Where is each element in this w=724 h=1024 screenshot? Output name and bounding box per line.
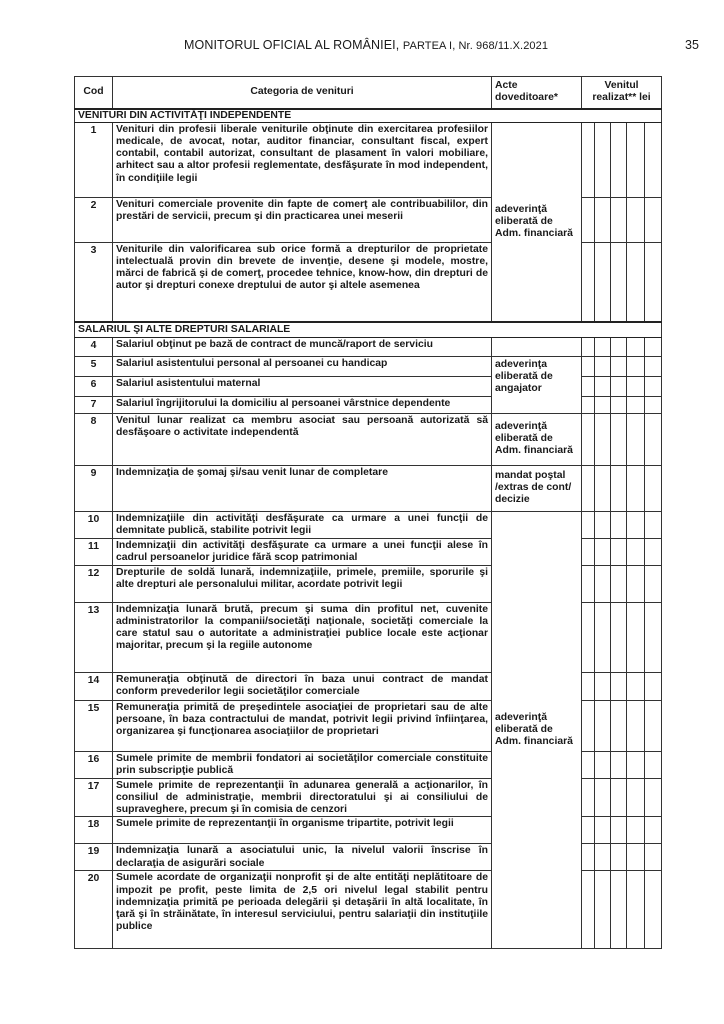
venit-box[interactable]: [595, 356, 611, 376]
col-header-category: Categoria de venituri: [113, 77, 492, 109]
acte-text: adeverinţă eliberată de Adm. financiară: [495, 203, 573, 240]
venit-box[interactable]: [611, 700, 627, 751]
table-header-row: [75, 77, 662, 109]
col-header-cod: Cod: [75, 77, 113, 109]
row-code: 18: [75, 817, 113, 844]
venit-box[interactable]: [645, 871, 662, 949]
venit-box[interactable]: [627, 465, 645, 511]
row-category: Venituri din profesii liberale veniturile obţinute din exercitarea profesiilor medicale, de avocat, notar, auditor financiar, consultant fiscal, expert contabil, contabil autorizat, consultant de plasament în valori mobiliare, arhitect sau a altor profesii reglementate, desfăşurate în mod independent, în condiţiile legii: [113, 122, 492, 197]
venit-box[interactable]: [582, 751, 595, 778]
row-category: Remuneraţia primită de preşedintele asociaţiei de proprietari sau de alte persoane, în baza contractului de mandat, potrivit legii privind înfiinţarea, organizarea şi funcţionarea asociaţiilor de proprietari: [113, 700, 492, 751]
table-row: [75, 337, 662, 356]
venit-box[interactable]: [595, 565, 611, 602]
table-row: [75, 413, 662, 465]
venit-box[interactable]: [627, 376, 645, 396]
page-number: 35: [685, 38, 699, 52]
table-row: [75, 465, 662, 511]
row-code: 11: [75, 538, 113, 565]
row-code: 5: [75, 356, 113, 376]
row-category: Drepturile de soldă lunară, indemnizaţiile, primele, premiile, sporurile şi alte drepturi ale personalului militar, acordate potrivit legii: [113, 565, 492, 602]
row-category: Salariul îngrijitorului la domiciliu al persoanei vârstnice dependente: [113, 396, 492, 413]
venit-box[interactable]: [645, 413, 662, 465]
venit-box[interactable]: [582, 122, 595, 197]
row-category: Sumele acordate de organizaţii nonprofit şi de alte entităţi neplătitoare de impozit pe profit, peste limita de 2,5 ori nivelul legal stabilit pentru indemnizaţia primită pe perioada delegării şi detaşării în altă localitate, în ţară şi în străinătate, în interesul serviciului, pentru salariaţii din instituţiile publice: [113, 871, 492, 949]
venit-box[interactable]: [611, 565, 627, 602]
venit-box[interactable]: [645, 700, 662, 751]
venit-box[interactable]: [627, 396, 645, 413]
venit-box[interactable]: [582, 778, 595, 817]
venit-box[interactable]: [582, 337, 595, 356]
venit-box[interactable]: [611, 356, 627, 376]
venit-box[interactable]: [582, 356, 595, 376]
row-category: Veniturile din valorificarea sub orice formă a drepturilor de proprietate intelectuală provin din brevete de invenţie, desene şi modele, mostre, mărci de fabrică şi de comerţ, procedee tehnice, know-how, din drepturi de autor şi drepturi conexe dreptului de autor şi altele asemenea: [113, 242, 492, 322]
row-code: 19: [75, 844, 113, 871]
page-header: [0, 38, 724, 54]
venit-box[interactable]: [611, 538, 627, 565]
venit-box[interactable]: [645, 538, 662, 565]
venit-box[interactable]: [627, 538, 645, 565]
section-row: [75, 322, 662, 337]
venit-box[interactable]: [595, 871, 611, 949]
venit-box[interactable]: [645, 565, 662, 602]
venit-box[interactable]: [611, 122, 627, 197]
venit-box[interactable]: [627, 672, 645, 700]
venit-box[interactable]: [595, 396, 611, 413]
venit-box[interactable]: [595, 511, 611, 538]
venit-box[interactable]: [611, 396, 627, 413]
section-title: SALARIUL ŞI ALTE DREPTURI SALARIALE: [75, 322, 662, 337]
section-row: [75, 109, 662, 123]
venit-box[interactable]: [595, 672, 611, 700]
venit-box[interactable]: [611, 602, 627, 672]
section-title: VENITURI DIN ACTIVITĂŢI INDEPENDENTE: [75, 109, 662, 123]
venit-box[interactable]: [582, 511, 595, 538]
row-category: Salariul obţinut pe bază de contract de muncă/raport de serviciu: [113, 337, 492, 356]
venit-box[interactable]: [582, 844, 595, 871]
venit-box[interactable]: [611, 817, 627, 844]
venit-box[interactable]: [645, 396, 662, 413]
row-code: 12: [75, 565, 113, 602]
venit-box[interactable]: [627, 778, 645, 817]
col-header-venit: Venitul realizat** lei: [582, 77, 662, 109]
venit-box[interactable]: [582, 242, 595, 322]
venit-box[interactable]: [645, 197, 662, 242]
venit-box[interactable]: [595, 242, 611, 322]
venit-box[interactable]: [627, 700, 645, 751]
venit-box[interactable]: [595, 465, 611, 511]
venit-box[interactable]: [595, 337, 611, 356]
row-category: Salariul asistentului maternal: [113, 376, 492, 396]
row-code: 9: [75, 465, 113, 511]
venit-box[interactable]: [645, 465, 662, 511]
venit-box[interactable]: [595, 844, 611, 871]
venit-box[interactable]: [645, 751, 662, 778]
venit-box[interactable]: [595, 602, 611, 672]
venit-box[interactable]: [582, 376, 595, 396]
row-code: 15: [75, 700, 113, 751]
venit-box[interactable]: [582, 396, 595, 413]
acte-cell: [492, 337, 582, 356]
row-category: Indemnizaţii din activităţi desfăşurate ca urmare a unei funcţii alese în cadrul persoanelor juridice fără scop patrimonial: [113, 538, 492, 565]
venit-box[interactable]: [627, 751, 645, 778]
row-code: 6: [75, 376, 113, 396]
venit-box[interactable]: [627, 844, 645, 871]
venit-box[interactable]: [582, 538, 595, 565]
venit-box[interactable]: [595, 700, 611, 751]
venit-box[interactable]: [582, 871, 595, 949]
venit-box[interactable]: [582, 413, 595, 465]
venit-box[interactable]: [627, 871, 645, 949]
venit-box[interactable]: [611, 376, 627, 396]
journal-main: MONITORUL OFICIAL AL ROMÂNIEI,: [184, 38, 403, 52]
venit-box[interactable]: [611, 871, 627, 949]
venit-box[interactable]: [582, 602, 595, 672]
venit-box[interactable]: [595, 817, 611, 844]
row-code: 1: [75, 122, 113, 197]
row-category: Venitul lunar realizat ca membru asociat sau persoană autorizată să desfăşoare o activitate independentă: [113, 413, 492, 465]
acte-text: adeverinţă eliberată de Adm. financiară: [495, 420, 573, 457]
venit-box[interactable]: [645, 672, 662, 700]
acte-cell: [492, 465, 582, 511]
venit-box[interactable]: [611, 242, 627, 322]
row-code: 13: [75, 602, 113, 672]
venit-box[interactable]: [645, 778, 662, 817]
row-code: 8: [75, 413, 113, 465]
table-row: [75, 122, 662, 197]
acte-text: adeverinţă eliberată de Adm. financiară: [495, 711, 573, 748]
row-code: 3: [75, 242, 113, 322]
row-code: 14: [75, 672, 113, 700]
venit-box[interactable]: [611, 337, 627, 356]
row-code: 17: [75, 778, 113, 817]
col-header-acte: Acte doveditoare*: [492, 77, 582, 109]
venit-box[interactable]: [595, 778, 611, 817]
row-category: Venituri comerciale provenite din fapte de comerţ ale contribuabililor, din prestări de servicii, precum şi din practicarea unei meserii: [113, 197, 492, 242]
venit-box[interactable]: [595, 376, 611, 396]
venit-box[interactable]: [645, 356, 662, 376]
venit-box[interactable]: [595, 122, 611, 197]
row-category: Indemnizaţiile din activităţi desfăşurate ca urmare a unei funcţii de demnitate publică, stabilite potrivit legii: [113, 511, 492, 538]
acte-cell: [492, 356, 582, 413]
venit-box[interactable]: [645, 242, 662, 322]
venit-box[interactable]: [582, 700, 595, 751]
venit-box[interactable]: [582, 565, 595, 602]
venit-box[interactable]: [645, 602, 662, 672]
row-category: Sumele primite de reprezentanţii în organisme tripartite, potrivit legii: [113, 817, 492, 844]
venit-box[interactable]: [595, 413, 611, 465]
acte-text: mandat poştal /extras de cont/ decizie: [495, 469, 572, 506]
venit-box[interactable]: [645, 844, 662, 871]
venit-box[interactable]: [582, 465, 595, 511]
table-row: [75, 356, 662, 376]
table-row: [75, 511, 662, 538]
venit-box[interactable]: [627, 356, 645, 376]
journal-part: PARTEA I, Nr. 968/11.X.2021: [402, 40, 549, 52]
acte-cell: [492, 122, 582, 322]
venit-box[interactable]: [627, 602, 645, 672]
row-category: Remuneraţia obţinută de directori în baza unui contract de mandat conform prevederilor legii societăţilor comerciale: [113, 672, 492, 700]
venit-box[interactable]: [645, 337, 662, 356]
row-code: 2: [75, 197, 113, 242]
row-category: Indemnizaţia lunară brută, precum şi suma din profitul net, cuvenite administratorilor la companii/societăţi naţionale, societăţi comerciale la care statul sau o autoritate a administraţiei publice locale este acţionar majoritar, precum şi la regiile autonome: [113, 602, 492, 672]
venit-box[interactable]: [611, 751, 627, 778]
venit-box[interactable]: [627, 122, 645, 197]
row-category: Sumele primite de reprezentanţii în adunarea generală a acţionarilor, în consiliul de administraţie, membrii directoratului şi ai consiliului de supraveghere, precum şi în comisia de cenzori: [113, 778, 492, 817]
acte-text: adeverinţa eliberată de angajator: [495, 358, 553, 395]
venit-box[interactable]: [582, 817, 595, 844]
acte-cell: [492, 413, 582, 465]
venit-box[interactable]: [627, 817, 645, 844]
venit-box[interactable]: [627, 413, 645, 465]
venit-box[interactable]: [627, 197, 645, 242]
journal-title: [184, 38, 548, 52]
venit-box[interactable]: [627, 511, 645, 538]
income-table: [74, 76, 662, 949]
row-category: Salariul asistentului personal al persoanei cu handicap: [113, 356, 492, 376]
venit-box[interactable]: [611, 778, 627, 817]
venit-box[interactable]: [645, 511, 662, 538]
row-category: Indemnizaţia lunară a asociatului unic, la nivelul valorii înscrise în declaraţia de asigurări sociale: [113, 844, 492, 871]
row-code: 16: [75, 751, 113, 778]
venit-box[interactable]: [595, 538, 611, 565]
venit-box[interactable]: [611, 465, 627, 511]
venit-box[interactable]: [627, 337, 645, 356]
row-code: 4: [75, 337, 113, 356]
row-code: 10: [75, 511, 113, 538]
row-code: 20: [75, 871, 113, 949]
venit-box[interactable]: [582, 197, 595, 242]
venit-box[interactable]: [645, 817, 662, 844]
venit-box[interactable]: [627, 242, 645, 322]
venit-box[interactable]: [611, 197, 627, 242]
row-category: Indemnizaţia de şomaj şi/sau venit lunar de completare: [113, 465, 492, 511]
venit-box[interactable]: [627, 565, 645, 602]
venit-box[interactable]: [595, 751, 611, 778]
row-code: 7: [75, 396, 113, 413]
venit-box[interactable]: [645, 376, 662, 396]
venit-box[interactable]: [582, 672, 595, 700]
venit-box[interactable]: [611, 672, 627, 700]
row-category: Sumele primite de membrii fondatori ai societăţilor comerciale constituite prin subscripţie publică: [113, 751, 492, 778]
acte-cell: [492, 511, 582, 949]
venit-box[interactable]: [595, 197, 611, 242]
venit-box[interactable]: [611, 413, 627, 465]
venit-box[interactable]: [645, 122, 662, 197]
venit-box[interactable]: [611, 844, 627, 871]
venit-box[interactable]: [611, 511, 627, 538]
